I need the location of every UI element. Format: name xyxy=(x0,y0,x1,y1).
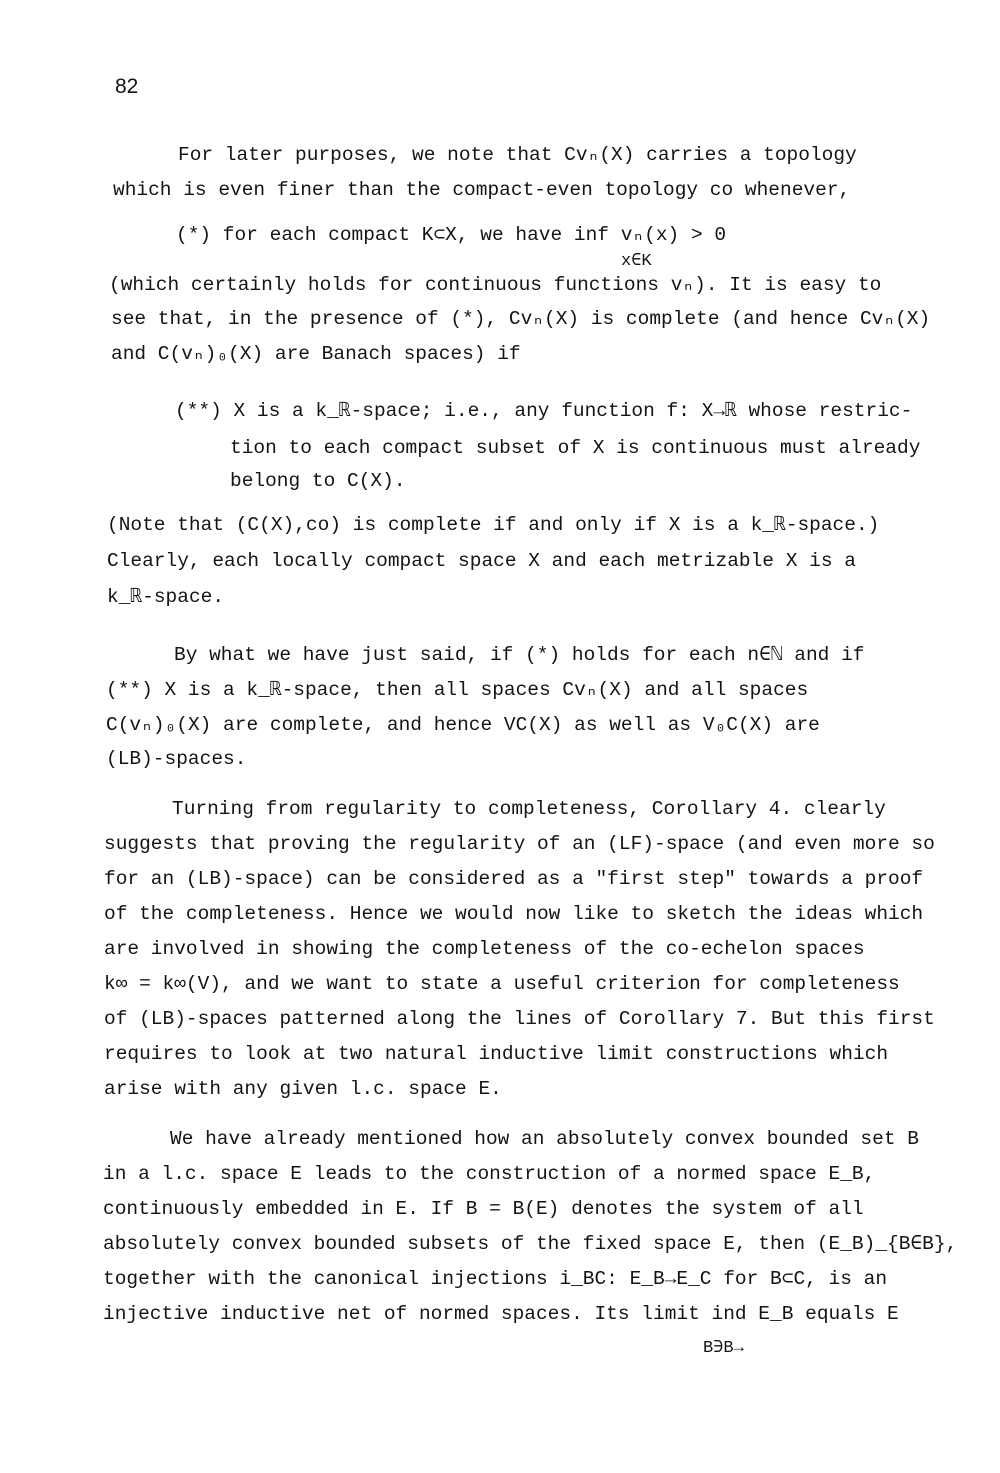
text-line: tion to each compact subset of X is continuous must already xyxy=(230,437,921,459)
text-line: C(vₙ)₀(X) are complete, and hence VC(X) as well as V₀C(X) are xyxy=(106,714,820,736)
text-line: By what we have just said, if (*) holds for each n∈ℕ and if xyxy=(174,644,865,666)
text-line: (Note that (C(X),co) is complete if and only if X is a k_ℝ-space.) xyxy=(107,514,880,536)
text-line: For later purposes, we note that Cvₙ(X) carries a topology xyxy=(178,144,857,166)
text-line: B∋B→ xyxy=(703,1339,744,1358)
text-line: continuously embedded in E. If B = B(E) denotes the system of all xyxy=(103,1198,864,1220)
text-line: injective inductive net of normed spaces. Its limit ind E_B equals E xyxy=(103,1303,899,1325)
text-line: (**) X is a k_ℝ-space, then all spaces Cvₙ(X) and all spaces xyxy=(106,679,809,701)
text-line: of (LB)-spaces patterned along the lines of Corollary 7. But this first xyxy=(104,1008,935,1030)
text-line: and C(vₙ)₀(X) are Banach spaces) if xyxy=(111,343,521,365)
text-line: arise with any given l.c. space E. xyxy=(104,1078,502,1100)
text-line: x∈K xyxy=(621,252,652,271)
page-number: 82 xyxy=(115,75,139,98)
text-line: of the completeness. Hence we would now like to sketch the ideas which xyxy=(104,903,924,925)
text-line: which is even finer than the compact-even topology co whenever, xyxy=(113,179,851,201)
text-line: belong to C(X). xyxy=(230,470,406,492)
text-line: (which certainly holds for continuous functions vₙ). It is easy to xyxy=(109,274,882,296)
text-line: (LB)-spaces. xyxy=(106,748,247,770)
text-line: (*) for each compact K⊂X, we have inf vₙ(x) > 0 xyxy=(176,224,727,246)
text-line: see that, in the presence of (*), Cvₙ(X) is complete (and hence Cvₙ(X) xyxy=(111,308,931,330)
text-line: We have already mentioned how an absolutely convex bounded set B xyxy=(170,1128,919,1150)
text-line: Turning from regularity to completeness, Corollary 4. clearly xyxy=(172,798,886,820)
text-line: k∞ = k∞(V), and we want to state a useful criterion for completeness xyxy=(104,973,900,995)
text-line: are involved in showing the completeness of the co-echelon spaces xyxy=(104,938,865,960)
text-line: together with the canonical injections i_BC: E_B→E_C for B⊂C, is an xyxy=(103,1268,888,1290)
text-line: suggests that proving the regularity of an (LF)-space (and even more so xyxy=(104,833,935,855)
text-line: requires to look at two natural inductive limit constructions which xyxy=(104,1043,889,1065)
text-line: absolutely convex bounded subsets of the fixed space E, then (E_B)_{B∈B}, xyxy=(103,1233,958,1255)
text-line: Clearly, each locally compact space X and each metrizable X is a xyxy=(107,550,856,572)
text-line: in a l.c. space E leads to the construction of a normed space E_B, xyxy=(103,1163,876,1185)
text-line: (**) X is a k_ℝ-space; i.e., any function f: X→ℝ whose restric- xyxy=(175,400,913,422)
text-line: k_ℝ-space. xyxy=(107,586,225,608)
text-line: for an (LB)-space) can be considered as a "first step" towards a proof xyxy=(104,868,924,890)
